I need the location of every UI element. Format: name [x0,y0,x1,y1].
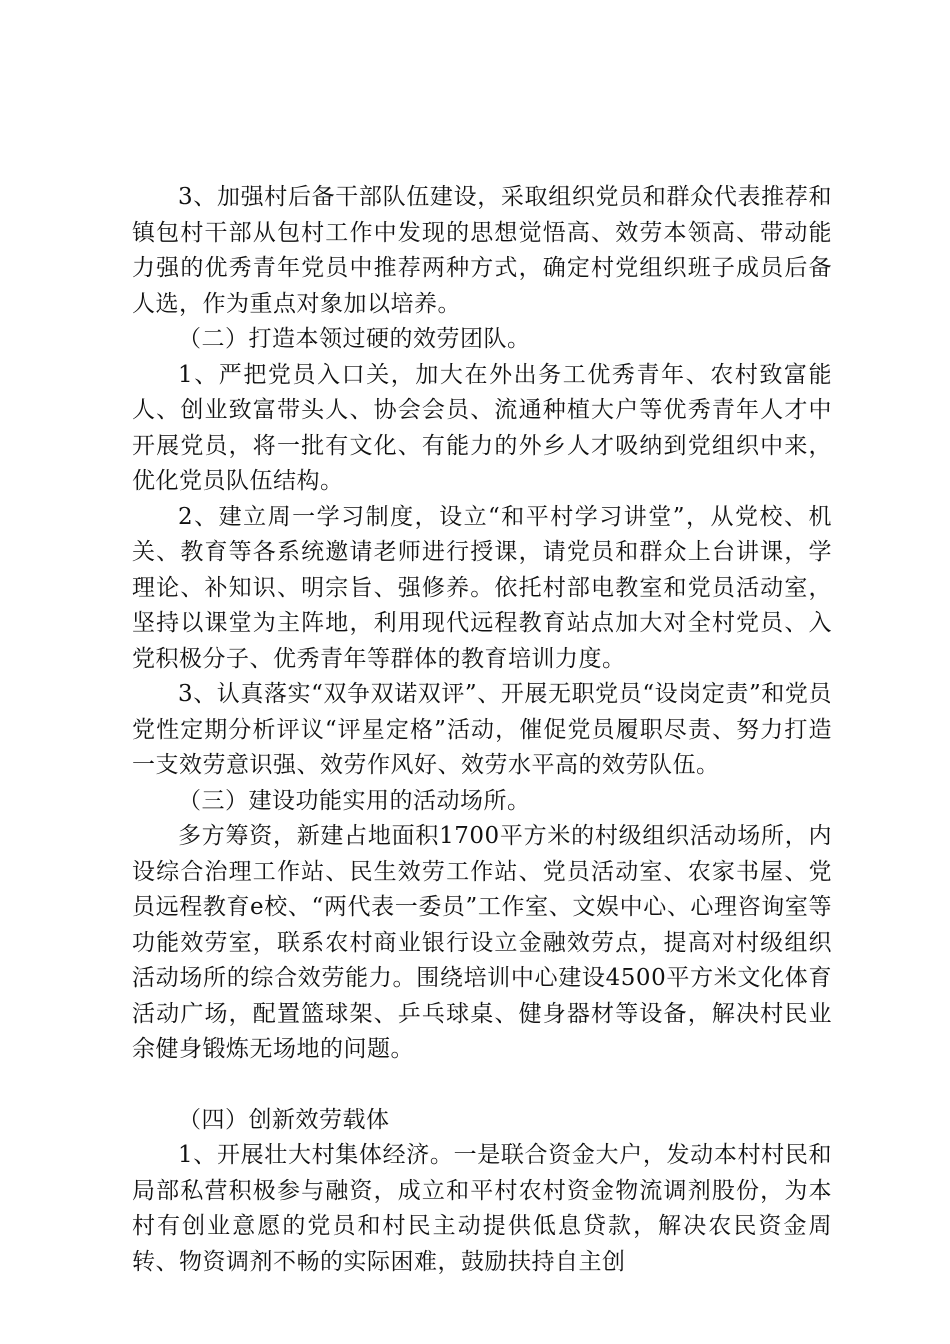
paragraph-party-entry: 1、严把党员入口关，加大在外出务工优秀青年、农村致富能人、创业致富带头人、协会会员、流通种植大户等优秀青年人才中开展党员，将一批有文化、有能力的外乡人才吸纳到党组织中来，优化党员队伍结构。 [132,361,832,494]
paragraph-reserve-cadres: 3、加强村后备干部队伍建设，采取组织党员和群众代表推荐和镇包村干部从包村工作中发现的思想觉悟高、效劳本领高、带动能力强的优秀青年党员中推荐两种方式，确定村党组织班子成员后备人选，作为重点对象加以培养。 [132,184,832,317]
heading-activity-venue: （三）建设功能实用的活动场所。 [178,787,531,814]
paragraph-collective-economy: 1、开展壮大村集体经济。一是联合资金大户，发动本村村民和局部私营积极参与融资，成立和平村农村资金物流调剂股份，为本村有创业意愿的党员和村民主动提供低息贷款，解决农民资金周转、物资调剂不畅的实际困难，鼓励扶持自主创 [132,1142,832,1275]
document-body [132,180,832,1280]
paragraph-study-system: 2、建立周一学习制度，设立“和平村学习讲堂”，从党校、机关、教育等各系统邀请老师进行授课，请党员和群众上台讲课，学理论、补知识、明宗旨、强修养。依托村部电教室和党员活动室，坚持以课堂为主阵地，利用现代远程教育站点加大对全村党员、入党积极分子、优秀青年等群体的教育培训力度。 [132,503,832,672]
heading-service-team: （二）打造本领过硬的效劳团队。 [178,326,531,352]
paragraph-fundraising: 多方筹资，新建占地面积1700平方米的村级组织活动场所，内设综合治理工作站、民生效劳工作站、党员活动室、农家书屋、党员远程教育e校、“两代表一委员”工作室、文娱中心、心理咨询室等功能效劳室，联系农村商业银行设立金融效劳点，提高对村级组织活动场所的综合效劳能力。围绕培训中心建设4500平方米文化体育活动广场，配置篮球架、乒乓球桌、健身器材等设备，解决村民业余健身锻炼无场地的问题。 [132,823,832,1062]
heading-service-carrier: （四）创新效劳载体 [178,1106,390,1133]
paragraph-dual-commitment: 3、认真落实“双争双诺双评”、开展无职党员“设岗定责”和党员党性定期分析评议“评星定格”活动，催促党员履职尽责、努力打造一支效劳意识强、效劳作风好、效劳水平高的效劳队伍。 [132,681,832,778]
